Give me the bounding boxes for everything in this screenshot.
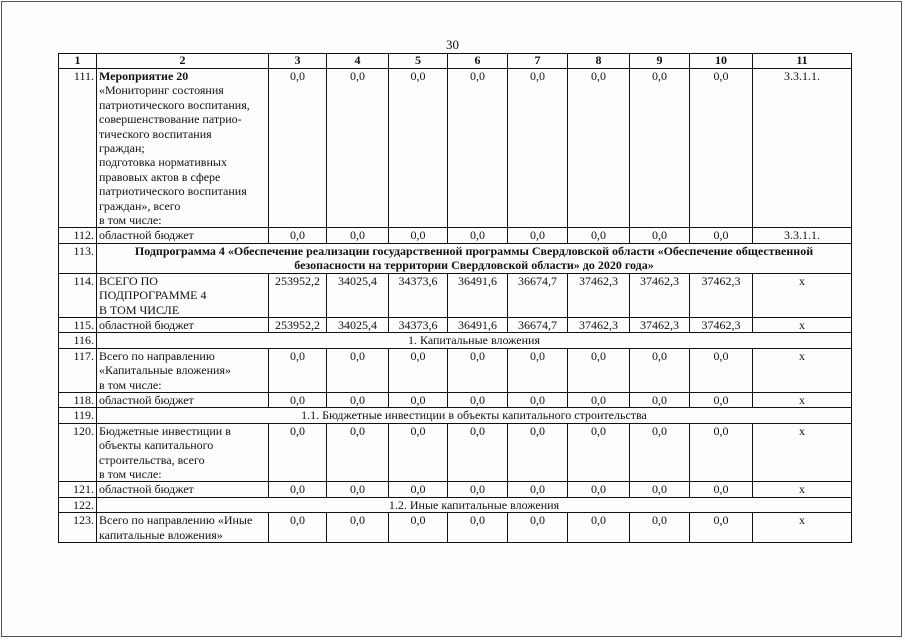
amount-cell: 0,0: [508, 348, 568, 392]
amount-cell: 0,0: [269, 392, 327, 407]
header-cell: 9: [630, 54, 690, 69]
amount-cell: 0,0: [508, 392, 568, 407]
amount-cell: 0,0: [389, 228, 448, 243]
amount-cell: 37462,3: [568, 317, 630, 332]
target-code-cell: x: [753, 513, 852, 543]
section-row: [59, 243, 852, 273]
amount-cell: 0,0: [269, 423, 327, 482]
amount-cell: 0,0: [448, 482, 508, 497]
amount-cell: 0,0: [690, 423, 753, 482]
amount-cell: 0,0: [327, 423, 389, 482]
amount-cell: 0,0: [568, 69, 630, 228]
amount-cell: 0,0: [389, 423, 448, 482]
item-name-line: граждан;: [99, 141, 145, 156]
table-row: [59, 423, 852, 482]
amount-cell: 0,0: [508, 423, 568, 482]
amount-cell: 0,0: [508, 513, 568, 543]
target-code-cell: x: [753, 348, 852, 392]
amount-cell: 0,0: [568, 348, 630, 392]
item-name-line: областной бюджет: [99, 392, 194, 407]
item-name: [97, 423, 269, 482]
amount-cell: 0,0: [630, 228, 690, 243]
section-title: [97, 243, 852, 273]
item-name-line: капитальные вложения»: [99, 527, 223, 542]
table-row: [59, 228, 852, 243]
amount-cell: 0,0: [630, 392, 690, 407]
amount-cell: 0,0: [327, 482, 389, 497]
header-cell: 11: [753, 54, 852, 69]
amount-cell: 0,0: [690, 392, 753, 407]
section-row: [59, 333, 852, 348]
item-name-line: Всего по направлению: [99, 348, 215, 363]
section-row: [59, 408, 852, 423]
item-name: [97, 317, 269, 332]
amount-cell: 0,0: [630, 482, 690, 497]
item-name: [97, 482, 269, 497]
amount-cell: 34025,4: [327, 273, 389, 317]
item-name: [97, 348, 269, 392]
amount-cell: 0,0: [630, 423, 690, 482]
row-number: 114.: [59, 273, 97, 317]
amount-cell: 0,0: [568, 392, 630, 407]
amount-cell: 0,0: [269, 513, 327, 543]
item-name: [97, 513, 269, 543]
row-number: 112.: [59, 228, 97, 243]
table-row: [59, 317, 852, 332]
header-cell: 3: [269, 54, 327, 69]
amount-cell: 36491,6: [448, 317, 508, 332]
row-number: 113.: [59, 243, 97, 273]
section-title-line: 1.2. Иные капитальные вложения: [388, 497, 560, 512]
header-cell: 6: [448, 54, 508, 69]
amount-cell: 0,0: [448, 513, 508, 543]
item-name-line: совершенствование патрио-: [99, 112, 242, 127]
target-code-cell: x: [753, 273, 852, 317]
item-name-line: в том числе:: [99, 377, 162, 392]
amount-cell: 0,0: [690, 513, 753, 543]
row-number: 119.: [59, 408, 97, 423]
amount-cell: 0,0: [690, 228, 753, 243]
header-cell: 2: [97, 54, 269, 69]
item-name-line: граждан», всего: [99, 198, 181, 213]
target-code-cell: x: [753, 392, 852, 407]
item-name-line: объекты капитального: [99, 438, 214, 453]
amount-cell: 34373,6: [389, 273, 448, 317]
item-name-line: «Мониторинг состояния: [99, 83, 224, 98]
row-number: 123.: [59, 513, 97, 543]
amount-cell: 0,0: [568, 513, 630, 543]
section-title: [97, 497, 852, 512]
amount-cell: 0,0: [269, 228, 327, 243]
table-row: [59, 69, 852, 228]
item-name-line: правовых актов в сфере: [99, 169, 221, 184]
amount-cell: 36674,7: [508, 273, 568, 317]
amount-cell: 0,0: [690, 482, 753, 497]
amount-cell: 0,0: [568, 228, 630, 243]
amount-cell: 0,0: [448, 228, 508, 243]
amount-cell: 0,0: [630, 513, 690, 543]
amount-cell: 37462,3: [690, 317, 753, 332]
amount-cell: 0,0: [568, 423, 630, 482]
amount-cell: 0,0: [269, 69, 327, 228]
target-code-cell: x: [753, 482, 852, 497]
amount-cell: 0,0: [508, 69, 568, 228]
table-row: [59, 273, 852, 317]
amount-cell: 37462,3: [630, 317, 690, 332]
item-name-line: в том числе:: [99, 466, 162, 481]
amount-cell: 0,0: [269, 348, 327, 392]
amount-cell: 0,0: [389, 513, 448, 543]
header-cell: 1: [59, 54, 97, 69]
table-body: [59, 69, 852, 543]
item-name: [97, 228, 269, 243]
item-name-line: тического воспитания: [99, 126, 212, 141]
table-row: [59, 482, 852, 497]
amount-cell: 0,0: [568, 482, 630, 497]
header-cell: 7: [508, 54, 568, 69]
amount-cell: 0,0: [690, 69, 753, 228]
amount-cell: 34373,6: [389, 317, 448, 332]
amount-cell: 253952,2: [269, 273, 327, 317]
amount-cell: 36674,7: [508, 317, 568, 332]
amount-cell: 0,0: [630, 69, 690, 228]
header-cell: 10: [690, 54, 753, 69]
row-number: 120.: [59, 423, 97, 482]
item-name-line: патриотического воспитания,: [99, 97, 250, 112]
item-name-line: ПОДПРОГРАММЕ 4: [99, 288, 207, 303]
table-row: [59, 348, 852, 392]
amount-cell: 0,0: [327, 69, 389, 228]
row-number: 111.: [59, 69, 97, 228]
section-title: [97, 408, 852, 423]
row-number: 122.: [59, 497, 97, 512]
section-title-line: безопасности на территории Свердловской области» до 2020 года»: [294, 258, 654, 273]
section-title-line: 1. Капитальные вложения: [408, 333, 540, 348]
row-number: 118.: [59, 392, 97, 407]
amount-cell: 0,0: [508, 228, 568, 243]
item-name: [97, 273, 269, 317]
row-number: 117.: [59, 348, 97, 392]
target-code-cell: x: [753, 423, 852, 482]
item-name-line: Бюджетные инвестиции в: [99, 423, 231, 438]
section-title-line: 1.1. Бюджетные инвестиции в объекты капитального строительства: [301, 408, 647, 423]
amount-cell: 0,0: [508, 482, 568, 497]
amount-cell: 36491,6: [448, 273, 508, 317]
item-name-line: областной бюджет: [99, 317, 194, 332]
item-name-line: «Капитальные вложения»: [99, 363, 231, 378]
item-name-line: подготовка нормативных: [99, 155, 227, 170]
amount-cell: 0,0: [448, 423, 508, 482]
item-name-line: В ТОМ ЧИСЛЕ: [99, 302, 180, 317]
row-number: 116.: [59, 333, 97, 348]
row-number: 121.: [59, 482, 97, 497]
amount-cell: 0,0: [448, 69, 508, 228]
section-title-line: Подпрограмма 4 «Обеспечение реализации государственной программы Свердловской области «Обеспечение общественной: [134, 243, 814, 258]
table-row: [59, 513, 852, 543]
item-name: [97, 392, 269, 407]
amount-cell: 0,0: [448, 392, 508, 407]
amount-cell: 0,0: [690, 348, 753, 392]
amount-cell: 37462,3: [630, 273, 690, 317]
amount-cell: 0,0: [327, 228, 389, 243]
amount-cell: 37462,3: [568, 273, 630, 317]
amount-cell: 0,0: [327, 348, 389, 392]
header-row: [59, 54, 852, 69]
item-name-line: в том числе:: [99, 213, 162, 228]
amount-cell: 34025,4: [327, 317, 389, 332]
item-name-line: областной бюджет: [99, 228, 194, 243]
table-row: [59, 392, 852, 407]
item-name-line: Мероприятие 20: [99, 69, 189, 83]
target-code-cell: 3.3.1.1.: [753, 69, 852, 228]
amount-cell: 0,0: [327, 392, 389, 407]
item-name-line: патриотического воспитания: [99, 184, 247, 199]
item-name-line: ВСЕГО ПО: [99, 273, 158, 288]
amount-cell: 0,0: [389, 348, 448, 392]
item-name: [97, 69, 269, 228]
target-code-cell: x: [753, 317, 852, 332]
amount-cell: 253952,2: [269, 317, 327, 332]
amount-cell: 0,0: [448, 348, 508, 392]
item-name-line: строительства, всего: [99, 452, 205, 467]
amount-cell: 0,0: [269, 482, 327, 497]
amount-cell: 0,0: [327, 513, 389, 543]
amount-cell: 0,0: [630, 348, 690, 392]
page-number: 30: [446, 37, 459, 52]
section-title: [97, 333, 852, 348]
header-cell: 5: [389, 54, 448, 69]
amount-cell: 0,0: [389, 69, 448, 228]
budget-table: [58, 53, 852, 543]
target-code-cell: 3.3.1.1.: [753, 228, 852, 243]
amount-cell: 0,0: [389, 482, 448, 497]
header-cell: 8: [568, 54, 630, 69]
row-number: 115.: [59, 317, 97, 332]
header-cell: 4: [327, 54, 389, 69]
amount-cell: 0,0: [389, 392, 448, 407]
item-name-line: областной бюджет: [99, 482, 194, 497]
item-name-line: Всего по направлению «Иные: [99, 513, 253, 528]
amount-cell: 37462,3: [690, 273, 753, 317]
section-row: [59, 497, 852, 512]
